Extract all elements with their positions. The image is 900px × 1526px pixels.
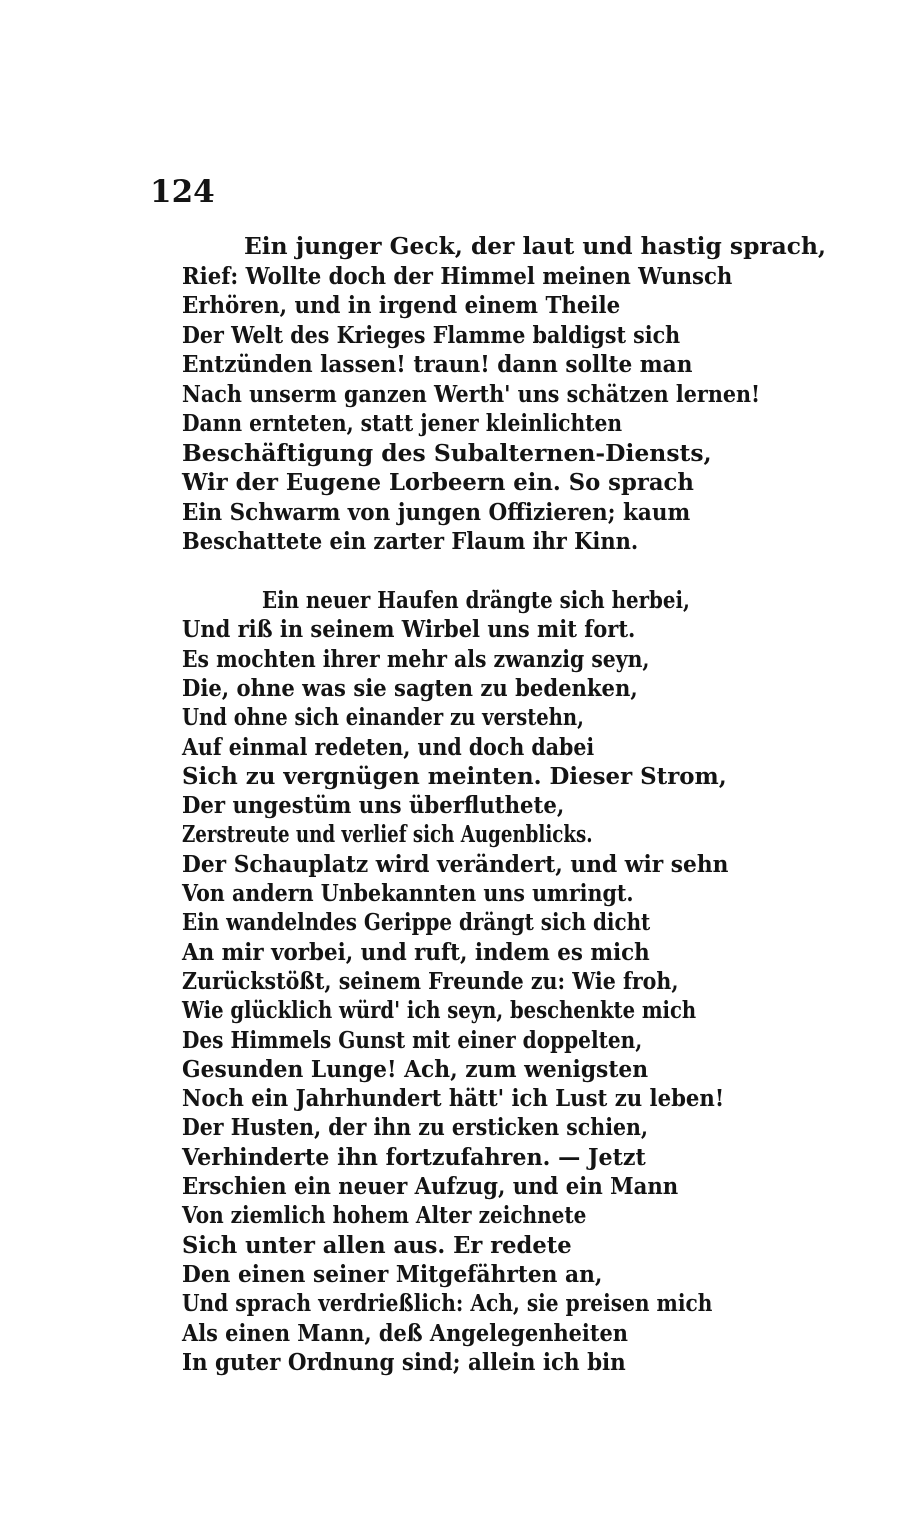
poem-line: Ein wandelndes Gerippe drängt sich dicht — [182, 909, 651, 937]
poem-line: Von ziemlich hohem Alter zeichnete — [182, 1202, 587, 1230]
poem-line: Zurückstößt, seinem Freunde zu: Wie froh, — [182, 967, 679, 995]
poem-line: In guter Ordnung sind; allein ich bin — [182, 1348, 626, 1376]
poem-line: Der Welt des Krieges Flamme baldigst sich — [182, 321, 681, 349]
poem-line: Beschäftigung des Subalternen-Diensts, — [182, 439, 712, 467]
poem-line: Und ohne sich einander zu verstehn, — [182, 704, 584, 732]
poem-line: Von andern Unbekannten uns umringt. — [182, 880, 634, 907]
poem-line: Wir der Eugene Lorbeern ein. So sprach — [182, 469, 694, 496]
poem-line: Die, ohne was sie sagten zu bedenken, — [182, 674, 638, 702]
poem-line: Sich unter allen aus. Er redete — [182, 1231, 572, 1259]
poem-line: Der Husten, der ihn zu ersticken schien, — [182, 1114, 649, 1142]
poem-line: Den einen seiner Mitgefährten an, — [182, 1260, 603, 1288]
poem-line: Und riß in seinem Wirbel uns mit fort. — [182, 616, 636, 644]
poem-line: Dann ernteten, statt jener kleinlichten — [182, 410, 623, 437]
poem-line: Wie glücklich würd' ich seyn, beschenkte mich — [182, 997, 697, 1025]
poem-line: Entzünden lassen! traun! dann sollte man — [182, 351, 693, 378]
poem-line: Rief: Wollte doch der Himmel meinen Wunsch — [182, 262, 733, 290]
poem-line: Des Himmels Gunst mit einer doppelten, — [182, 1026, 643, 1054]
poem-line: Sich zu vergnügen meinten. Dieser Strom, — [182, 762, 727, 790]
poem-line: Noch ein Jahrhundert hätt' ich Lust zu leben! — [182, 1085, 725, 1113]
poem-line: Der ungestüm uns überfluthete, — [182, 792, 565, 820]
poem-line: Gesunden Lunge! Ach, zum wenigsten — [182, 1055, 649, 1083]
poem-line: Nach unserm ganzen Werth' uns schätzen lernen! — [182, 380, 761, 408]
poem-line: Ein junger Geck, der laut und hastig sprach, — [244, 233, 827, 260]
poem-line: Und sprach verdrießlich: Ach, sie preisen mich — [182, 1290, 713, 1318]
poem-line: Verhinderte ihn fortzufahren. — Jetzt — [182, 1143, 646, 1171]
poem-line: Als einen Mann, deß Angelegenheiten — [182, 1319, 628, 1347]
poem-line: Der Schauplatz wird verändert, und wir sehn — [182, 850, 729, 878]
poem-line: Erhören, und in irgend einem Theile — [182, 292, 621, 319]
poem-line: Beschattete ein zarter Flaum ihr Kinn. — [182, 528, 639, 555]
poem-line: Es mochten ihrer mehr als zwanzig seyn, — [182, 645, 650, 673]
poem-line: Auf einmal redeten, und doch dabei — [182, 733, 595, 761]
poem-line: Ein neuer Haufen drängte sich herbei, — [262, 587, 690, 614]
poem-line: Ein Schwarm von jungen Offizieren; kaum — [182, 498, 691, 526]
poem-line: Erschien ein neuer Aufzug, und ein Mann — [182, 1173, 679, 1200]
poem-line: An mir vorbei, und ruft, indem es mich — [182, 938, 650, 966]
poem-line: Zerstreute und verlief sich Augenblicks. — [182, 821, 593, 849]
page-number: 124 — [150, 174, 215, 210]
